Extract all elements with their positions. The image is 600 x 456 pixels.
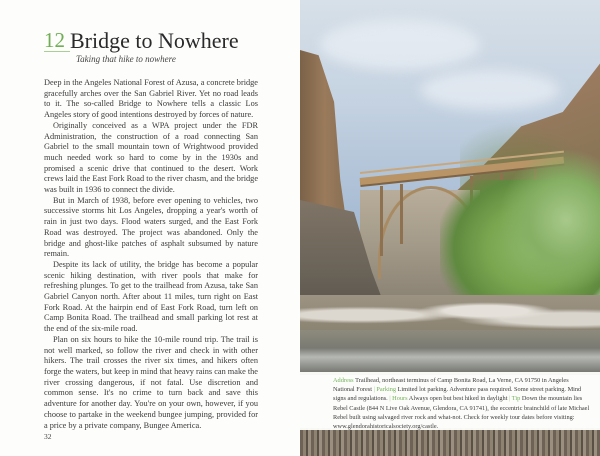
body-text [44,78,258,431]
river [300,330,600,375]
tip-label: Tip [511,395,521,403]
trees [500,150,600,290]
parking-text: Limited lot parking. Adventure pass required. Some street parking. Mind signs and regulations. [333,386,582,403]
paragraph: Plan on six hours to hike the 10-mile round trip. The trail is not well marked, so follow the river and check in with other hikers. The trail crosses the river six times, and hikers often forge the waters, but keep in mind that heavy rains can make the river crossing dangerous, if not fatal. Use discretion and common sense. It's no crime to turn back and save this adventure for another day. You're on your own, however, if you choose to partake in the weekend bungee jumping, provided for a price by a private company, Bungee America. [44,334,258,430]
info-caption [333,376,591,431]
tip-text: Down the mountain lies Rebel Castle (844 N Live Oak Avenue, Glendora, CA 91741), the eccentric brainchild of late Michael Rebel built using salvaged river rock and what-not. Check for weekly tour dates before visiting: www.glendorahistoricalsociety.org/castle. [333,395,590,431]
chapter-number: 12 [44,29,70,52]
chapter-subtitle: Taking that hike to nowhere [76,54,176,64]
river-boulders [300,295,600,335]
separator: | [373,386,375,394]
riverbed-gravel [300,428,600,456]
bridge-pier [400,184,403,244]
cloud [420,70,560,110]
chapter-title: Bridge to Nowhere [70,28,239,53]
hours-text: Always open but best hiked in daylight [407,395,510,403]
hours-label: Hours [392,395,408,403]
address-label: Address [333,377,354,384]
bridge-pier [380,186,383,256]
paragraph: But in March of 1938, before ever opening to vehicles, two successive storms hit Los Angeles, dropping a year's worth of rain in just two days. Flood waters surged, and the East Fork Road was destroyed. The project was abandoned. Only the bridge and ghost-like patches of asphalt subsumed by nature remain. [44,195,258,259]
paragraph: Originally conceived as a WPA project under the FDR Administration, the construction of a road connecting San Gabriel to the small mountain town of Wrightwood provided much needed work so hard to come by in the 1930s and promised a scenic drive that continued to the desert. Work crews laid the East Fork Road to the river chasm, and the bridge was built in 1936 to connect the divide. [44,120,258,195]
cloud [320,20,480,70]
separator: | [389,395,391,403]
paragraph: Despite its lack of utility, the bridge has become a popular scenic hiking destination, with river pools that make for refreshing plunges. To get to the trailhead from Azusa, take San Gabriel Canyon north. After about 11 miles, turn right on East Fork Road. At the hairpin end of East Fork Road, turn left on Camp Bonita Road. The trailhead and small parking lot rest at the end of the six-mile road. [44,259,258,334]
parking-label: Parking [376,386,397,394]
paragraph: Deep in the Angeles National Forest of Azusa, a concrete bridge gracefully arches over the San Gabriel River. Yet no road leads to it. The so-called Bridge to Nowhere tells a classic Los Angeles story of good intentions destroyed by forces of nature. [44,78,258,120]
page-number: 32 [44,432,52,441]
info-caption-panel [300,372,600,430]
separator: | [509,395,511,403]
address-text: Trailhead, northeast terminus of Camp Bonita Road, La Verne, CA 91750 in Angeles National Forest [333,377,569,394]
chapter-heading [44,29,239,52]
right-page [300,0,600,456]
